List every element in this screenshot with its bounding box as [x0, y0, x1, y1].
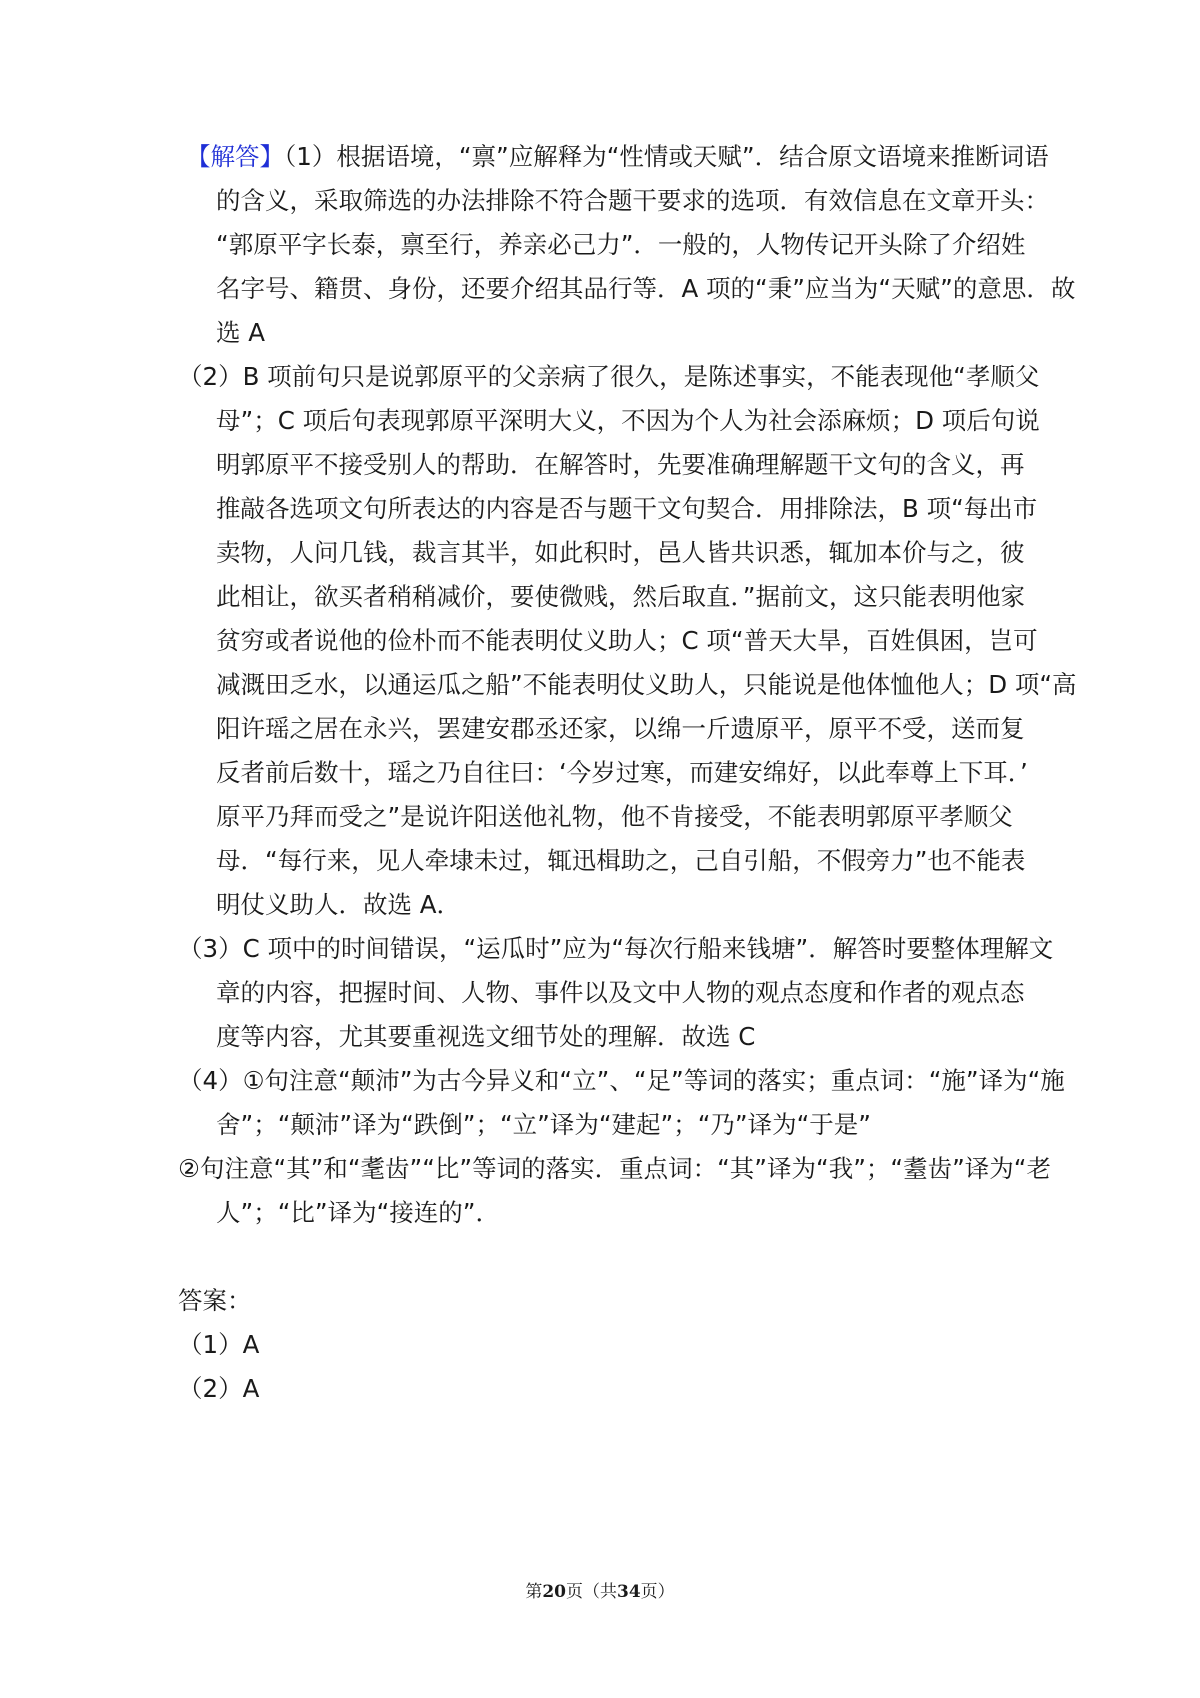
solution-line-1 [186, 142, 1049, 171]
page-footer [0, 1577, 1200, 1602]
solution-line: 人”；“比”译为“接连的”． [216, 1198, 500, 1227]
solution-line: “郭原平字长泰，禀至行，养亲必己力”．一般的，人物传记开头除了介绍姓 [216, 230, 1026, 259]
solution-line: 度等内容，尤其要重视选文细节处的理解．故选 C [216, 1022, 756, 1051]
solution-line: 阳许瑶之居在永兴，罢建安郡丞还家，以绵一斤遗原平，原平不受，送而复 [216, 714, 1025, 743]
solution-line: 卖物，人问几钱，裁言其半，如此积时，邑人皆共识悉，辄加本价与之，彼 [216, 538, 1025, 567]
footer-middle: 页（共 [566, 1582, 617, 1602]
solution-line: 母．“每行来，见人牵埭未过，辄迅楫助之，己自引船，不假旁力”也不能表 [216, 846, 1026, 875]
solution-line: 母”；C 项后句表现郭原平深明大义，不因为个人为社会添麻烦；D 项后句说 [216, 406, 1040, 435]
answer-key-title: 答案： [178, 1286, 252, 1315]
answer-key-item: （2）A [178, 1374, 260, 1403]
solution-line: 名字号、籍贯、身份，还要介绍其品行等．A 项的“秉”应当为“天赋”的意思．故 [216, 274, 1076, 303]
solution-line: 舍”；“颠沛”译为“跌倒”；“立”译为“建起”；“乃”译为“于是” [216, 1110, 872, 1139]
answer-key-item: （1）A [178, 1330, 260, 1359]
solution-line: 明郭原平不接受别人的帮助．在解答时，先要准确理解题干文句的含义，再 [216, 450, 1025, 479]
solution-line: 推敲各选项文句所表达的内容是否与题干文句契合．用排除法，B 项“每出市 [216, 494, 1038, 523]
footer-prefix: 第 [525, 1582, 543, 1602]
current-page-number: 20 [542, 1582, 566, 1602]
solution-part1-intro: （1）根据语境，“禀”应解释为“性情或天赋”．结合原文语境来推断词语 [284, 142, 1049, 171]
solution-part2-start: （2）B 项前句只是说郭原平的父亲病了很久，是陈述事实，不能表现他“孝顺父 [178, 362, 1040, 391]
solution-line: 原平乃拜而受之”是说许阳送他礼物，他不肯接受，不能表明郭原平孝顺父 [216, 802, 1013, 831]
solution-line: 的含义，采取筛选的办法排除不符合题干要求的选项．有效信息在文章开头： [216, 186, 1049, 215]
solution-line: 反者前后数十，瑶之乃自往曰：‘今岁过寒，而建安绵好，以此奉尊上下耳．’ [216, 758, 1028, 787]
solution-line: 选 A [216, 318, 266, 347]
total-page-number: 34 [617, 1582, 641, 1602]
solution-line: 明仗义助人．故选 A． [216, 890, 462, 919]
solution-label: 【解答】 [186, 142, 284, 171]
solution-part4-second: ②句注意“其”和“耄齿”“比”等词的落实．重点词：“其”译为“我”；“耋齿”译为“老 [178, 1154, 1051, 1183]
solution-line: 此相让，欲买者稍稍减价，要使微贱，然后取直．”据前文，这只能表明他家 [216, 582, 1025, 611]
solution-part3-start: （3）C 项中的时间错误，“运瓜时”应为“每次行船来钱塘”．解答时要整体理解文 [178, 934, 1054, 963]
footer-suffix: 页） [640, 1582, 675, 1602]
solution-line: 减溉田乏水，以通运瓜之船”不能表明仗义助人，只能说是他体恤他人；D 项“高 [216, 670, 1077, 699]
solution-line: 贫穷或者说他的俭朴而不能表明仗义助人；C 项“普天大旱，百姓俱困，岂可 [216, 626, 1038, 655]
solution-line: 章的内容，把握时间、人物、事件以及文中人物的观点态度和作者的观点态 [216, 978, 1025, 1007]
solution-part4-start: （4）①句注意“颠沛”为古今异义和“立”、“足”等词的落实；重点词：“施”译为“施 [178, 1066, 1065, 1095]
